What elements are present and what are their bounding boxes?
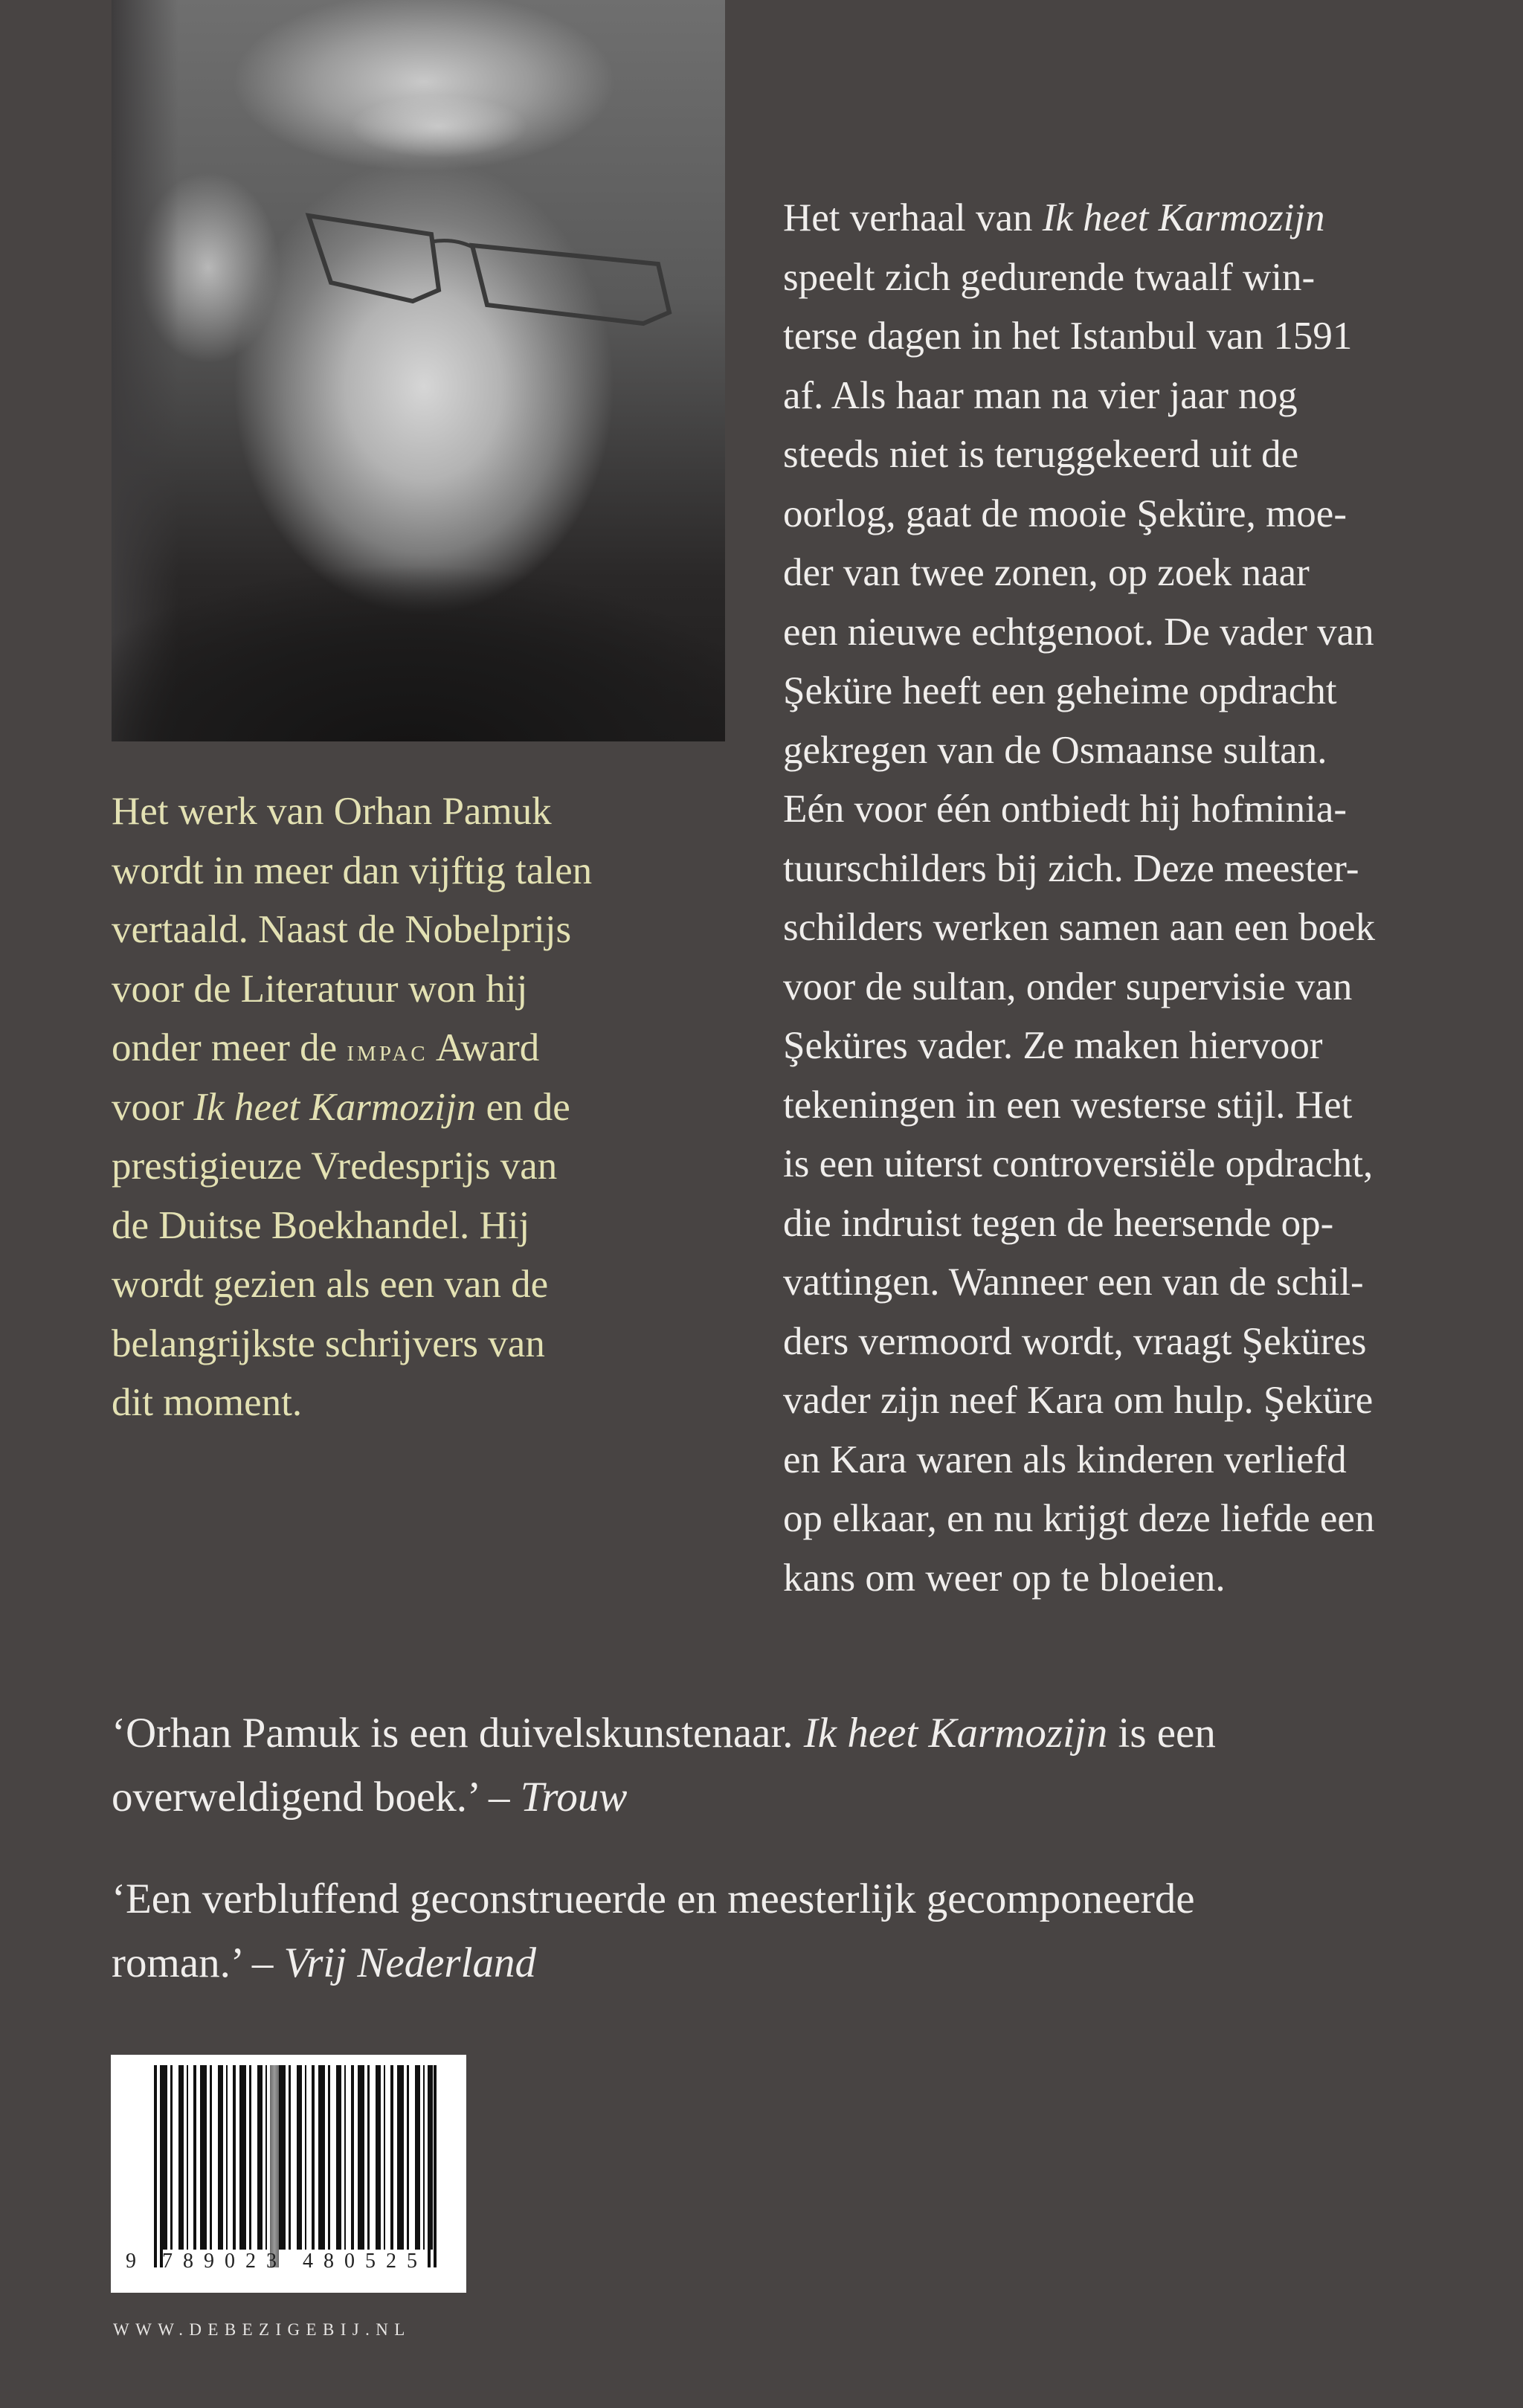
- text-segment: voor de Literatuur won hij: [112, 967, 528, 1011]
- text-line: [112, 1765, 1216, 1829]
- text-line: [783, 485, 1375, 544]
- book-title: Ik heet Karmozijn: [1042, 196, 1325, 239]
- text-segment: tekeningen in een westerse stijl. Het: [783, 1083, 1353, 1127]
- text-line: [783, 603, 1375, 663]
- text-segment: kans om weer op te bloeien.: [783, 1556, 1226, 1600]
- text-segment: der van twee zonen, op zoek naar: [783, 551, 1310, 594]
- text-line: [783, 367, 1375, 426]
- text-line: [112, 1137, 592, 1197]
- text-line: [783, 1135, 1375, 1194]
- text-segment: wordt in meer dan vijftig talen: [112, 849, 593, 892]
- text-segment: is een uiterst controversiële opdracht,: [783, 1142, 1374, 1185]
- text-segment: Het verhaal van: [783, 196, 1043, 239]
- text-segment: de Duitse Boekhandel. Hij: [112, 1203, 530, 1247]
- text-line: [783, 1371, 1375, 1431]
- text-segment: die indruist tegen de heersende op-: [783, 1201, 1334, 1245]
- text-line: [783, 307, 1375, 367]
- text-line: [783, 189, 1375, 248]
- barcode-guard-middle: [270, 2065, 279, 2267]
- photo-collar-shadow: [112, 521, 725, 741]
- book-title: Ik heet Karmozijn: [803, 1710, 1108, 1757]
- barcode-guard-left: [154, 2065, 157, 2267]
- text-line: [112, 1255, 592, 1315]
- text-line: [112, 1019, 592, 1078]
- text-line: [783, 721, 1375, 781]
- text-segment: speelt zich gedurende twaalf win-: [783, 255, 1316, 299]
- text-segment: en de: [476, 1085, 570, 1129]
- isbn-barcode: [111, 2055, 466, 2293]
- text-line: [112, 1315, 592, 1374]
- text-line: [112, 1374, 592, 1433]
- text-line: [112, 782, 592, 842]
- text-segment: Award: [428, 1026, 540, 1069]
- text-line: [783, 1194, 1375, 1254]
- text-line: [112, 1931, 1216, 1995]
- text-segment: wordt gezien als een van de: [112, 1263, 549, 1306]
- text-line: [783, 1017, 1375, 1076]
- text-segment: oorlog, gaat de mooie Şeküre, moe-: [783, 492, 1347, 535]
- text-segment: Het werk van Orhan Pamuk: [112, 790, 552, 833]
- book-title: Ik heet Karmozijn: [193, 1085, 477, 1129]
- text-line: [783, 1490, 1375, 1549]
- text-line: [112, 842, 592, 901]
- text-segment: voor de sultan, onder supervisie van: [783, 965, 1353, 1008]
- text-line: [112, 1867, 1216, 1931]
- text-segment: tuurschilders bij zich. Deze meester-: [783, 846, 1359, 890]
- book-synopsis: [783, 189, 1375, 1608]
- text-line: [783, 1076, 1375, 1136]
- book-title: Vrij Nederland: [283, 1939, 536, 1986]
- text-line: [783, 780, 1375, 840]
- glasses-shape: [301, 201, 680, 327]
- review-quotes: [112, 1702, 1216, 1995]
- review-quote-vrij-nederland: [112, 1867, 1216, 1995]
- text-segment: een nieuwe echtgenoot. De vader van: [783, 610, 1374, 654]
- author-photo: [112, 0, 725, 741]
- text-line: [112, 960, 592, 1020]
- text-segment: ders vermoord wordt, vraagt Şeküres: [783, 1319, 1367, 1363]
- text-line: [783, 1431, 1375, 1490]
- text-segment: Şeküre heeft een geheime opdracht: [783, 669, 1337, 712]
- text-segment: prestigieuze Vredesprijs van: [112, 1145, 558, 1188]
- text-line: [112, 1702, 1216, 1765]
- text-segment: belangrijkste schrijvers van: [112, 1321, 545, 1365]
- text-segment: steeds niet is teruggekeerd uit de: [783, 433, 1299, 476]
- text-segment: en Kara waren als kinderen verliefd: [783, 1438, 1347, 1481]
- text-segment: is een: [1107, 1710, 1216, 1757]
- text-segment: af. Als haar man na vier jaar nog: [783, 373, 1298, 417]
- text-line: [783, 1549, 1375, 1609]
- text-segment: impac: [347, 1033, 428, 1067]
- publisher-url[interactable]: WWW.DEBEZIGEBIJ.NL: [113, 2320, 411, 2339]
- barcode-guard-right: [428, 2065, 431, 2267]
- text-segment: schilders werken samen aan een boek: [783, 906, 1376, 949]
- text-line: [783, 662, 1375, 721]
- review-quote-trouw: [112, 1702, 1216, 1829]
- text-segment: voor: [112, 1085, 194, 1129]
- text-line: [783, 425, 1375, 485]
- barcode-guard-right-2: [434, 2065, 437, 2267]
- text-line: [112, 1078, 592, 1138]
- book-title: Trouw: [520, 1774, 628, 1821]
- text-line: [112, 901, 592, 960]
- text-segment: terse dagen in het Istanbul van 1591: [783, 315, 1353, 358]
- text-line: [112, 1197, 592, 1256]
- text-segment: Eén voor één ontbiedt hij hofminia-: [783, 788, 1347, 831]
- text-line: [783, 248, 1375, 308]
- author-bio: [112, 782, 592, 1433]
- text-segment: op elkaar, en nu krijgt deze liefde een: [783, 1497, 1375, 1540]
- text-line: [783, 544, 1375, 603]
- text-line: [783, 840, 1375, 899]
- text-segment: vattingen. Wanneer een van de schil-: [783, 1261, 1364, 1304]
- text-line: [783, 898, 1375, 958]
- text-segment: gekregen van de Osmaanse sultan.: [783, 728, 1327, 772]
- text-segment: overweldigend boek.’ –: [112, 1774, 521, 1821]
- text-segment: dit moment.: [112, 1381, 303, 1424]
- text-line: [783, 958, 1375, 1017]
- text-segment: vader zijn neef Kara om hulp. Şeküre: [783, 1379, 1374, 1422]
- barcode-digits: 9 789023 480525: [126, 2250, 428, 2273]
- barcode-bars: [154, 2065, 435, 2250]
- text-segment: Şeküres vader. Ze maken hiervoor: [783, 1024, 1323, 1067]
- text-segment: roman.’ –: [112, 1939, 284, 1986]
- text-segment: ‘Een verbluffend geconstrueerde en meesterlijk gecomponeerde: [112, 1876, 1195, 1922]
- barcode-guard-left-2: [160, 2065, 163, 2267]
- text-line: [783, 1253, 1375, 1313]
- text-segment: ‘Orhan Pamuk is een duivelskunstenaar.: [112, 1710, 804, 1757]
- text-line: [783, 1313, 1375, 1372]
- text-segment: vertaald. Naast de Nobelprijs: [112, 908, 572, 951]
- text-segment: onder meer de: [112, 1026, 347, 1069]
